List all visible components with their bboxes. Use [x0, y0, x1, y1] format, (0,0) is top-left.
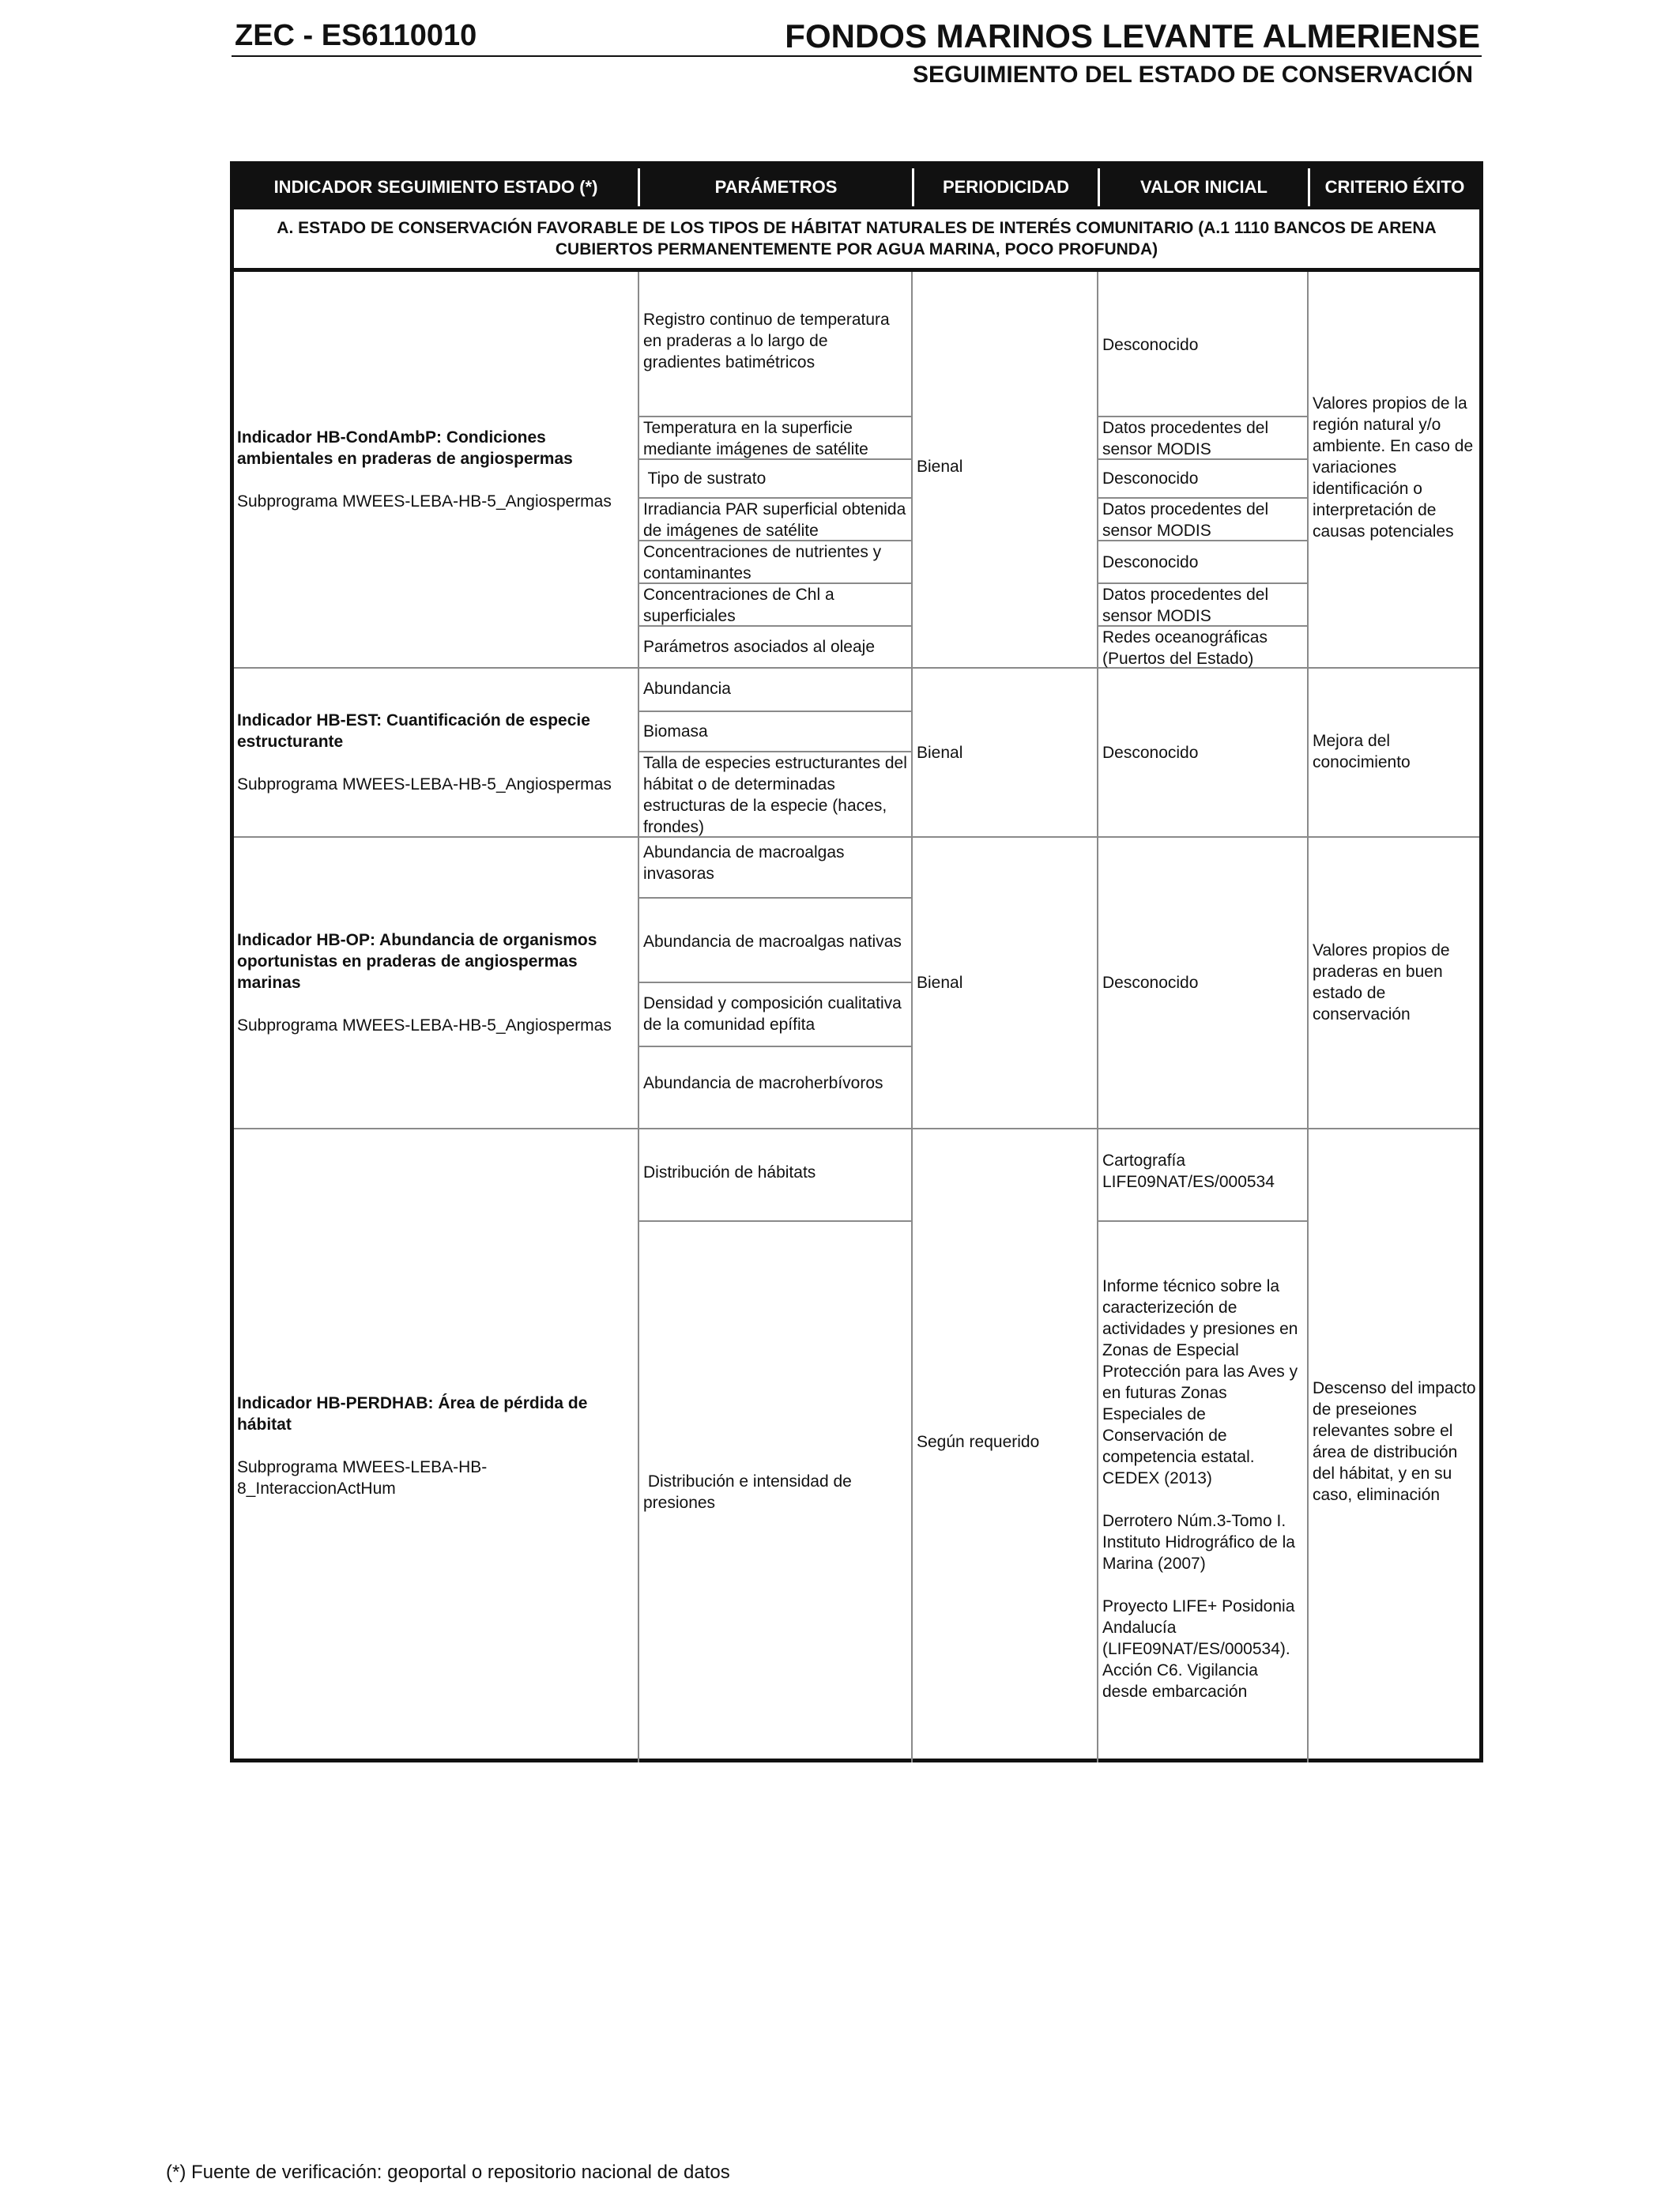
initial-value-cell: Datos procedentes del sensor MODIS — [1102, 586, 1269, 625]
subprogram-label: Subprograma MWEES-LEBA-HB-8_InteraccionActHum — [237, 1458, 488, 1498]
row-divider — [639, 982, 911, 983]
indicator-cell — [234, 1129, 638, 1762]
subprogram-label: Subprograma MWEES-LEBA-HB-5_Angiospermas — [237, 492, 612, 511]
row-divider — [639, 1220, 911, 1222]
initial-value-paragraph: Proyecto LIFE+ Posidonia Andalucía (LIFE09NAT/ES/000534). Acción C6. Vigilancia desde embarcación — [1102, 1597, 1295, 1701]
parameter-cell: Abundancia de macroalgas invasoras — [643, 843, 845, 883]
parameter-cell: Irradiancia PAR superficial obtenida de imágenes de satélite — [643, 500, 906, 540]
initial-value-block — [1099, 1276, 1307, 1702]
row-divider — [1098, 458, 1307, 460]
row-divider — [639, 458, 911, 460]
initial-value-cell: Desconocido — [1102, 553, 1199, 571]
indicator-cell — [234, 272, 638, 667]
parameter-cell: Registro continuo de temperatura en praderas a lo largo de gradientes batimétricos — [643, 311, 890, 371]
initial-value-paragraph: Informe técnico sobre la caracterizeción de actividades y presiones en Zonas de Especial Protección para las Aves y en futuras Zonas Especiales de Conservación de competencia estatal. CEDEX (2013) — [1102, 1277, 1298, 1487]
parameter-cell: Temperatura en la superficie mediante imágenes de satélite — [643, 419, 868, 458]
parameter-cell: Tipo de sustrato — [643, 469, 767, 488]
footnote: (*) Fuente de verificación: geoportal o repositorio nacional de datos — [166, 2162, 730, 2183]
parameter-cell: Biomasa — [643, 722, 708, 741]
col-line — [638, 272, 639, 1762]
header-subtitle: SEGUIMIENTO DEL ESTADO DE CONSERVACIÓN — [913, 62, 1473, 88]
subprogram-label: Subprograma MWEES-LEBA-HB-5_Angiospermas — [237, 1016, 612, 1035]
col-line — [1307, 272, 1309, 1762]
subprogram-label: Subprograma MWEES-LEBA-HB-5_Angiospermas — [237, 775, 612, 794]
initial-value-cell: Desconocido — [1102, 974, 1199, 992]
row-divider — [639, 711, 911, 712]
monitoring-table — [230, 161, 1483, 1762]
row-divider — [1098, 540, 1307, 541]
parameter-cell: Abundancia de macroherbívoros — [643, 1074, 883, 1092]
periodicity-cell: Bienal — [917, 974, 963, 992]
col-header-indicator: INDICADOR SEGUIMIENTO ESTADO (*) — [273, 177, 598, 197]
section-a-title: A. ESTADO DE CONSERVACIÓN FAVORABLE DE LOS TIPOS DE HÁBITAT NATURALES DE INTERÉS COMUNITARIO (A.1 1110 BANCOS DE ARENA CUBIERTOS PERMANENTEMENTE POR AGUA MARINA, POCO PROFUNDA) — [277, 219, 1437, 258]
indicator-title: Indicador HB-OP: Abundancia de organismos oportunistas en praderas de angiospermas marinas — [237, 931, 597, 992]
periodicity-cell: Según requerido — [917, 1433, 1040, 1451]
periodicity-cell: Bienal — [917, 458, 963, 476]
parameter-cell: Abundancia de macroalgas nativas — [643, 933, 902, 951]
periodicity-cell: Bienal — [917, 744, 963, 762]
criterion-cell: Mejora del conocimiento — [1313, 732, 1411, 771]
col-header-parameters: PARÁMETROS — [714, 177, 838, 197]
parameter-cell: Parámetros asociados al oleaje — [643, 638, 875, 656]
parameter-cell: Concentraciones de Chl a superficiales — [643, 586, 834, 625]
indicator-title: Indicador HB-PERDHAB: Área de pérdida de hábitat — [237, 1394, 588, 1434]
criterion-cell: Descenso del impacto de preseiones relevantes sobre el área de distribución del hábitat, y en su caso, eliminación — [1313, 1379, 1476, 1504]
parameter-cell: Distribución de hábitats — [643, 1163, 816, 1182]
row-divider — [1098, 1220, 1307, 1222]
col-line — [911, 272, 913, 1762]
initial-value-cell: Cartografía LIFE09NAT/ES/000534 — [1102, 1152, 1275, 1191]
initial-value-paragraph: Derrotero Núm.3-Tomo I. Instituto Hidrográfico de la Marina (2007) — [1102, 1512, 1295, 1573]
indicator-title: Indicador HB-EST: Cuantificación de especie estructurante — [237, 711, 590, 751]
row-divider — [639, 897, 911, 899]
col-header-success-criterion: CRITERIO ÉXITO — [1324, 177, 1465, 197]
initial-value-cell: Desconocido — [1102, 469, 1199, 488]
initial-value-cell: Desconocido — [1102, 744, 1199, 762]
initial-value-cell: Redes oceanográficas (Puertos del Estado) — [1102, 628, 1268, 668]
col-line — [1097, 272, 1098, 1762]
row-divider — [639, 625, 911, 627]
header-title: FONDOS MARINOS LEVANTE ALMERIENSE — [785, 17, 1480, 55]
initial-value-cell: Datos procedentes del sensor MODIS — [1102, 500, 1269, 540]
initial-value-cell: Datos procedentes del sensor MODIS — [1102, 419, 1269, 458]
col-header-periodicity: PERIODICIDAD — [942, 177, 1070, 197]
indicator-title: Indicador HB-CondAmbP: Condiciones ambientales en praderas de angiospermas — [237, 428, 573, 468]
row-divider — [639, 1046, 911, 1047]
criterion-cell: Valores propios de la región natural y/o ambiente. En caso de variaciones identificación o interpretación de causas potenciales — [1313, 394, 1474, 541]
parameter-cell: Distribución e intensidad de presiones — [643, 1472, 857, 1512]
indicator-cell — [234, 669, 638, 836]
parameter-cell: Concentraciones de nutrientes y contaminantes — [643, 543, 882, 582]
header-rule — [232, 55, 1482, 57]
initial-value-cell: Desconocido — [1102, 336, 1199, 354]
criterion-cell: Valores propios de praderas en buen estado de conservación — [1313, 941, 1450, 1023]
indicator-cell — [234, 838, 638, 1128]
parameter-cell: Abundancia — [643, 680, 731, 698]
header-code: ZEC - ES6110010 — [235, 19, 477, 52]
col-header-initial-value: VALOR INICIAL — [1140, 177, 1268, 197]
parameter-cell: Talla de especies estructurantes del hábitat o de determinadas estructuras de la especie (haces, frondes) — [643, 754, 907, 836]
parameter-cell: Densidad y composición cualitativa de la comunidad epífita — [643, 994, 902, 1034]
